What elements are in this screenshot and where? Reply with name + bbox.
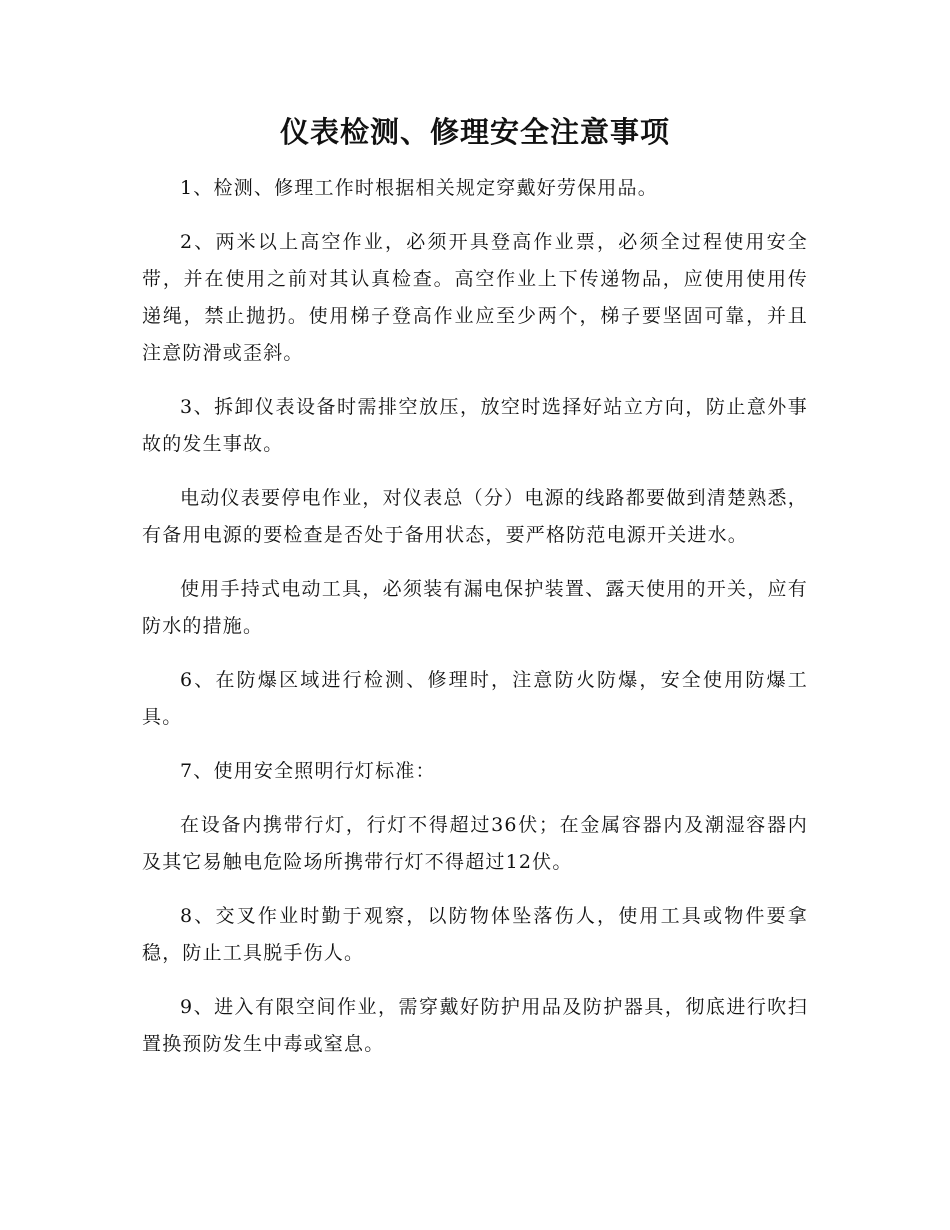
paragraph-6: 6、在防爆区域进行检测、修理时，注意防火防爆，安全使用防爆工具。 <box>142 669 808 728</box>
paragraph-8: 在设备内携带行灯，行灯不得超过36伏；在金属容器内及潮湿容器内及其它易触电危险场所携带行灯不得超过12伏。 <box>142 814 808 873</box>
paragraph-2: 2、两米以上高空作业，必须开具登高作业票，必须全过程使用安全带，并在使用之前对其认真检查。高空作业上下传递物品，应使用使用传递绳，禁止抛扔。使用梯子登高作业应至少两个，梯子要坚固可靠，并且注意防滑或歪斜。 <box>142 231 808 364</box>
paragraph-5: 使用手持式电动工具，必须装有漏电保护装置、露天使用的开关，应有防水的措施。 <box>142 578 808 637</box>
paragraph-9: 8、交叉作业时勤于观察，以防物体坠落伤人，使用工具或物件要拿稳，防止工具脱手伤人。 <box>142 905 808 964</box>
document-title: 仪表检测、修理安全注意事项 <box>279 115 670 149</box>
paragraph-3: 3、拆卸仪表设备时需排空放压，放空时选择好站立方向，防止意外事故的发生事故。 <box>142 396 808 455</box>
paragraph-10: 9、进入有限空间作业，需穿戴好防护用品及防护器具，彻底进行吹扫置换预防发生中毒或窒息。 <box>142 996 808 1055</box>
document-page <box>142 112 808 1080</box>
paragraph-4: 电动仪表要停电作业，对仪表总（分）电源的线路都要做到清楚熟悉，有备用电源的要检查是否处于备用状态，要严格防范电源开关进水。 <box>142 487 808 546</box>
paragraph-1: 1、检测、修理工作时根据相关规定穿戴好劳保用品。 <box>180 177 658 199</box>
paragraph-7: 7、使用安全照明行灯标准： <box>180 760 436 782</box>
